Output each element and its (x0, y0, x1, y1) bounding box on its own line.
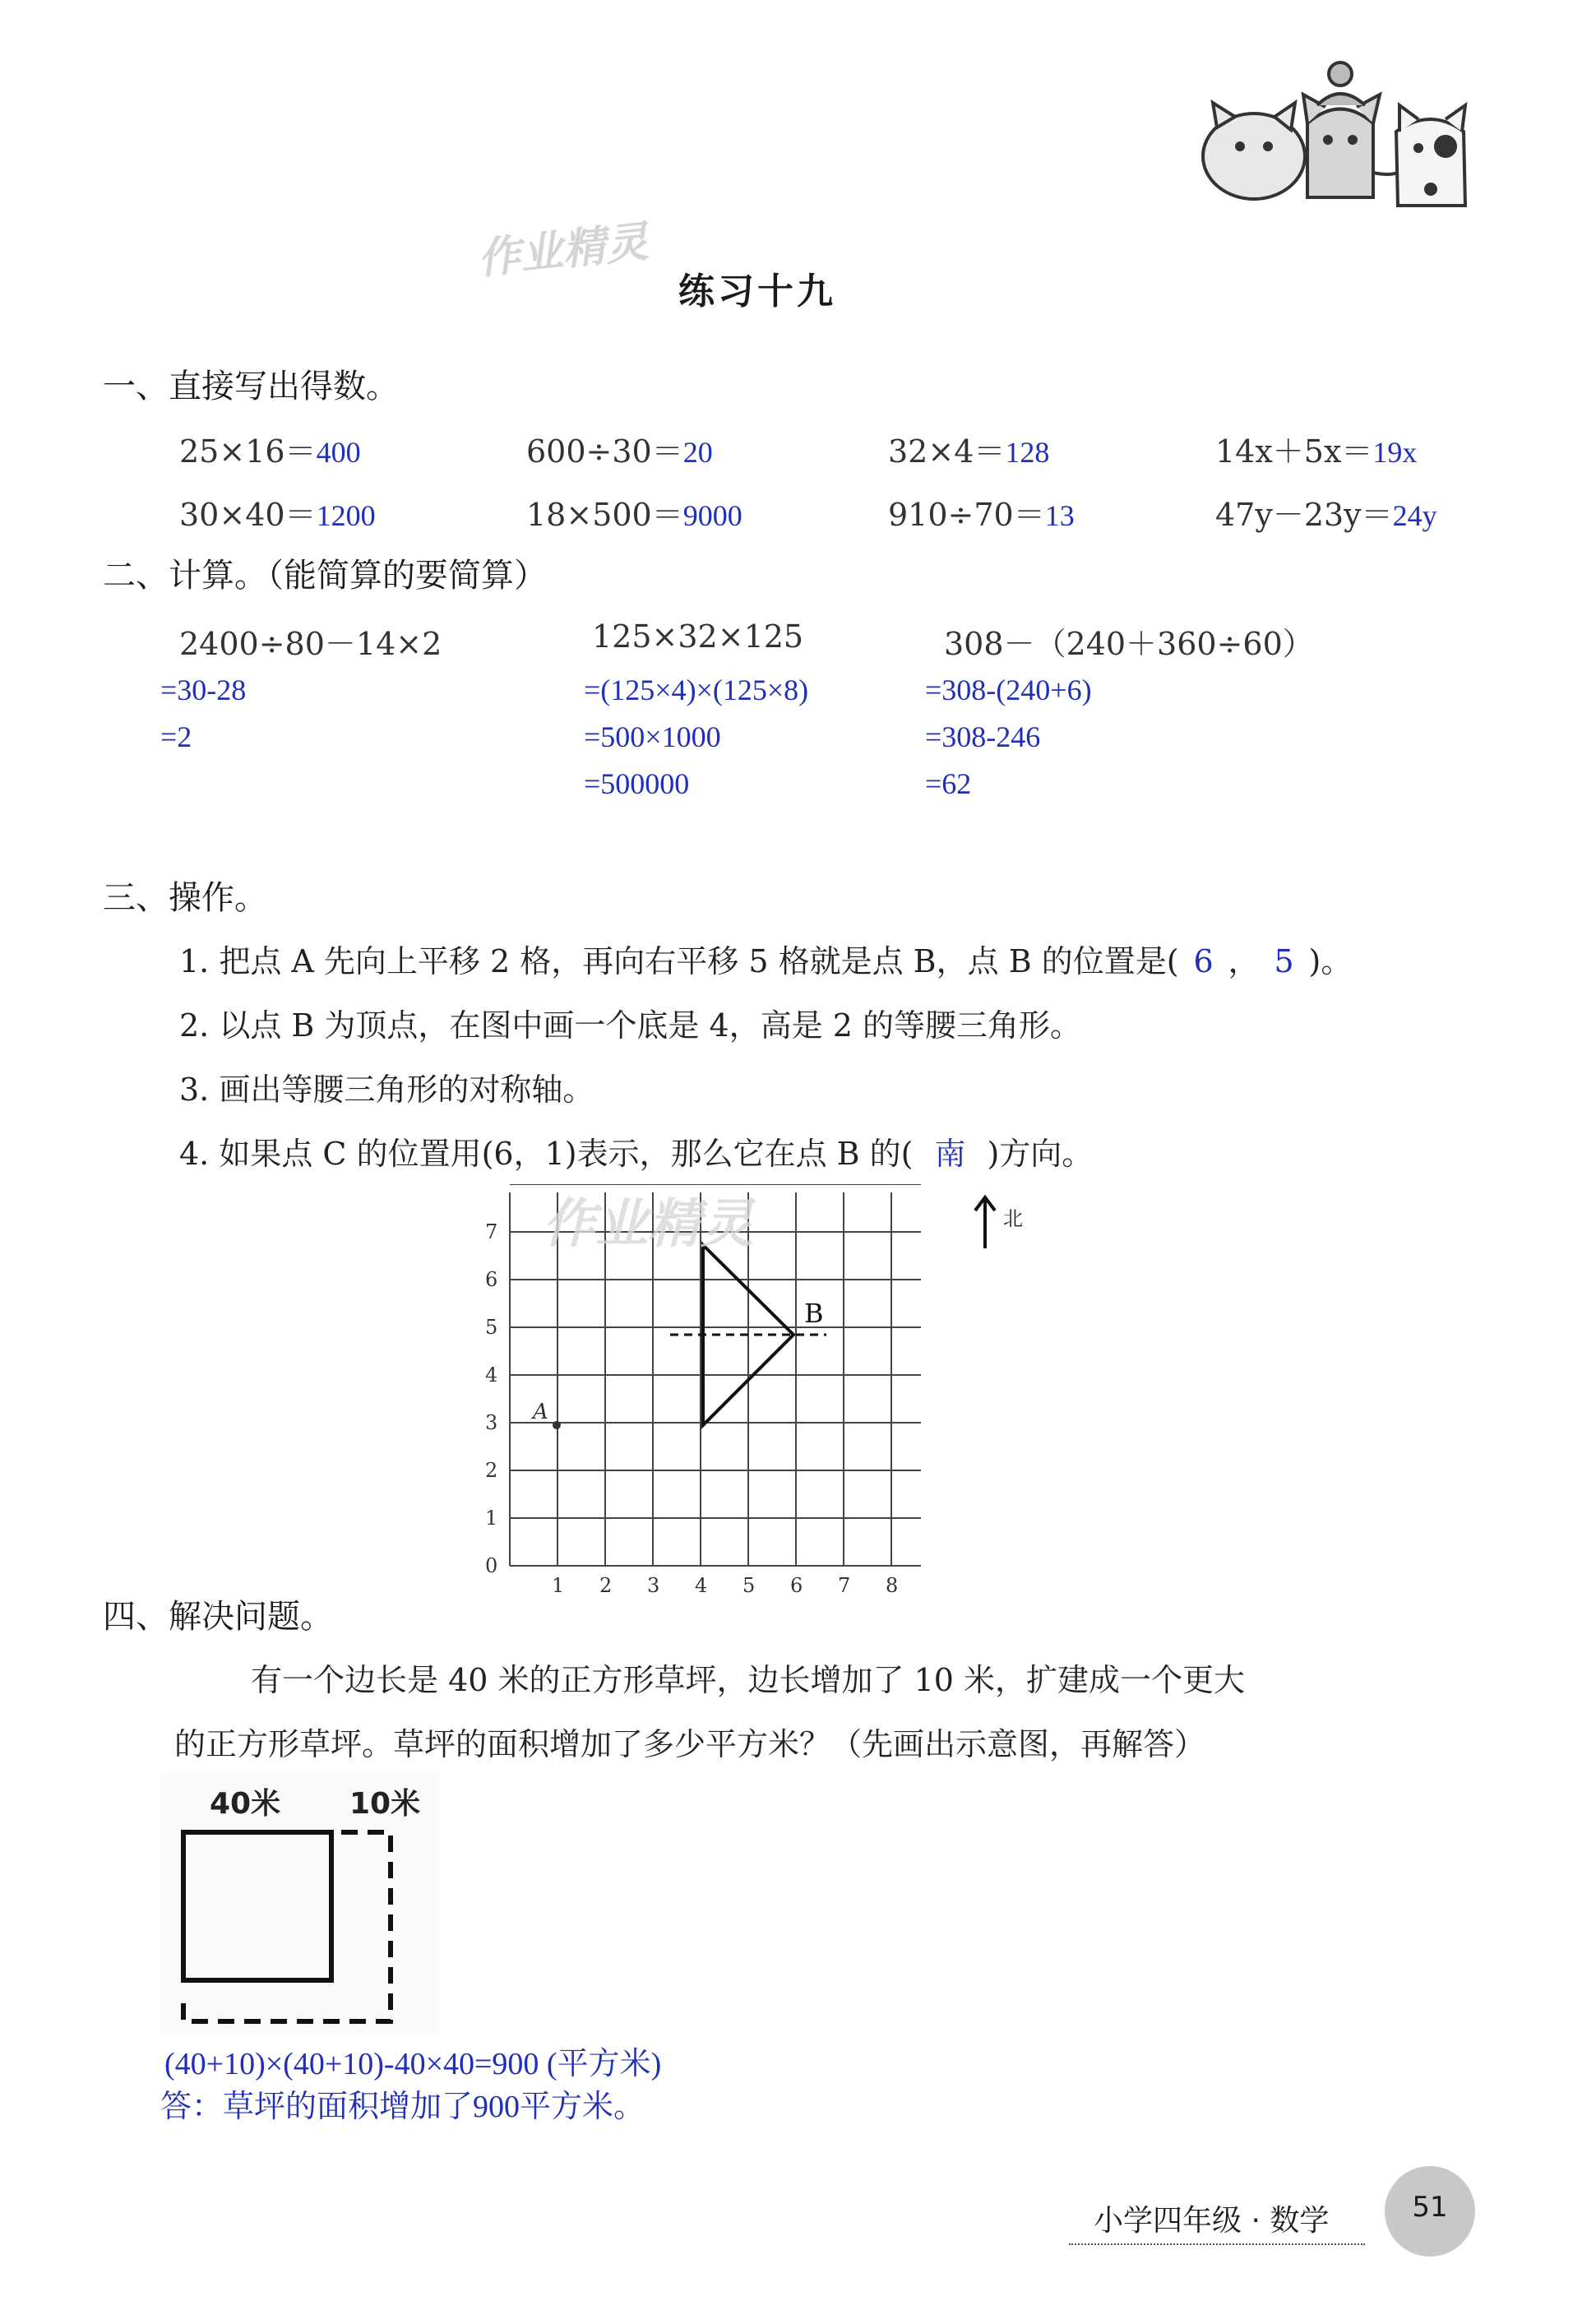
s2-p2-step-3: =500000 (584, 767, 690, 800)
s4-problem-line2: 的正方形草坪。草坪的面积增加了多少平方米？（先画出示意图，再解答） (174, 1726, 1206, 1762)
point-a (553, 1421, 561, 1429)
square-diagram (160, 1772, 440, 2035)
y-tick-label: 6 (485, 1268, 498, 1291)
x-tick-label: 3 (647, 1574, 660, 1597)
s1-answer-6: 9000 (682, 499, 742, 532)
s1-answer-2: 20 (682, 436, 713, 469)
s1-answer-1: 400 (316, 436, 361, 469)
watermark: 作业精灵 (475, 217, 651, 285)
label-10m: 10米 (349, 1787, 421, 1821)
s2-p3-step-2: =308-246 (925, 720, 1041, 753)
grid-watermark: 作业精灵 (543, 1193, 753, 1255)
s2-problem-3: 308－（240＋360÷60） (944, 626, 1314, 662)
y-tick-label: 3 (485, 1411, 498, 1434)
section4-heading: 四、解决问题。 (103, 1598, 333, 1636)
s1-answer-3: 128 (1005, 436, 1050, 469)
y-tick-label: 0 (485, 1554, 498, 1577)
x-tick-label: 4 (695, 1574, 708, 1597)
x-tick-label: 7 (838, 1574, 851, 1597)
footer-divider (1069, 2243, 1365, 2245)
section3-heading: 三、操作。 (103, 879, 267, 917)
point-a-label: A (533, 1400, 548, 1424)
s1-answer-7: 13 (1044, 499, 1075, 532)
s4-answer: 答：草坪的面积增加了900平方米。 (160, 2090, 645, 2124)
s4-solution: (40+10)×(40+10)-40×40=900 (平方米) (164, 2047, 662, 2081)
label-40m: 40米 (210, 1787, 281, 1821)
s1-item-2: 600÷30＝20 (526, 433, 713, 470)
coordinate-grid (460, 1184, 921, 1612)
s1-item-1: 25×16＝400 (179, 433, 361, 470)
s1-answer-5: 1200 (316, 499, 376, 532)
x-tick-label: 2 (599, 1574, 613, 1597)
s1-answer-4: 19x (1372, 436, 1418, 469)
s1-item-8: 47y－23y＝24y (1215, 497, 1437, 533)
s1-item-6: 18×500＝9000 (526, 497, 742, 533)
s3-answer-y: 5 (1274, 943, 1294, 979)
x-tick-label: 1 (552, 1574, 565, 1597)
x-tick-label: 6 (790, 1574, 803, 1597)
s3-item-1: 1. 把点 A 先向上平移 2 格，再向右平移 5 格就是点 B，点 B 的位置是( 6 ， 5 )。 (179, 943, 1353, 979)
s1-answer-8: 24y (1392, 499, 1437, 532)
s1-item-4: 14x＋5x＝19x (1215, 433, 1418, 470)
s2-p2-step-1: =(125×4)×(125×8) (584, 674, 809, 706)
s4-problem-line1: 有一个边长是 40 米的正方形草坪，边长增加了 10 米，扩建成一个更大 (251, 1662, 1246, 1698)
x-tick-label: 5 (742, 1574, 756, 1597)
s3-item-2: 2. 以点 B 为顶点，在图中画一个底是 4，高是 2 的等腰三角形。 (179, 1007, 1082, 1044)
y-tick-label: 5 (485, 1316, 498, 1339)
north-arrow (970, 1194, 1036, 1252)
y-tick-label: 1 (485, 1507, 498, 1530)
y-tick-label: 7 (485, 1220, 498, 1243)
s2-p3-step-1: =308-(240+6) (925, 674, 1092, 706)
page-number: 51 (1412, 2191, 1448, 2224)
s2-problem-1: 2400÷80－14×2 (179, 626, 442, 662)
point-b-label: B (804, 1298, 824, 1329)
s2-p2-step-2: =500×1000 (584, 720, 721, 753)
s1-item-3: 32×4＝128 (888, 433, 1050, 470)
section2-heading: 二、计算。（能简算的要简算） (103, 557, 547, 595)
page-title: 练习十九 (678, 271, 836, 312)
s1-item-7: 910÷70＝13 (888, 497, 1075, 533)
y-tick-label: 4 (485, 1363, 498, 1387)
s2-p1-step-1: =30-28 (160, 674, 247, 706)
section1-heading: 一、直接写出得数。 (103, 368, 399, 405)
s2-problem-2: 125×32×125 (592, 618, 804, 655)
s1-item-5: 30×40＝1200 (179, 497, 376, 533)
s3-item-4: 4. 如果点 C 的位置用(6，1)表示，那么它在点 B 的( 南 )方向。 (179, 1128, 1093, 1174)
s3-answer-direction: 南 (934, 1136, 966, 1172)
s3-item-3: 3. 画出等腰三角形的对称轴。 (179, 1072, 594, 1108)
north-label: 北 (1003, 1207, 1023, 1230)
s2-p1-step-2: =2 (160, 720, 192, 753)
s3-answer-x: 6 (1193, 943, 1214, 979)
footer-subject: 小学四年级 · 数学 (1094, 2204, 1330, 2238)
x-tick-label: 8 (886, 1574, 899, 1597)
y-tick-label: 2 (485, 1459, 498, 1482)
cats-illustration (1184, 58, 1497, 214)
s2-p3-step-3: =62 (925, 767, 972, 800)
